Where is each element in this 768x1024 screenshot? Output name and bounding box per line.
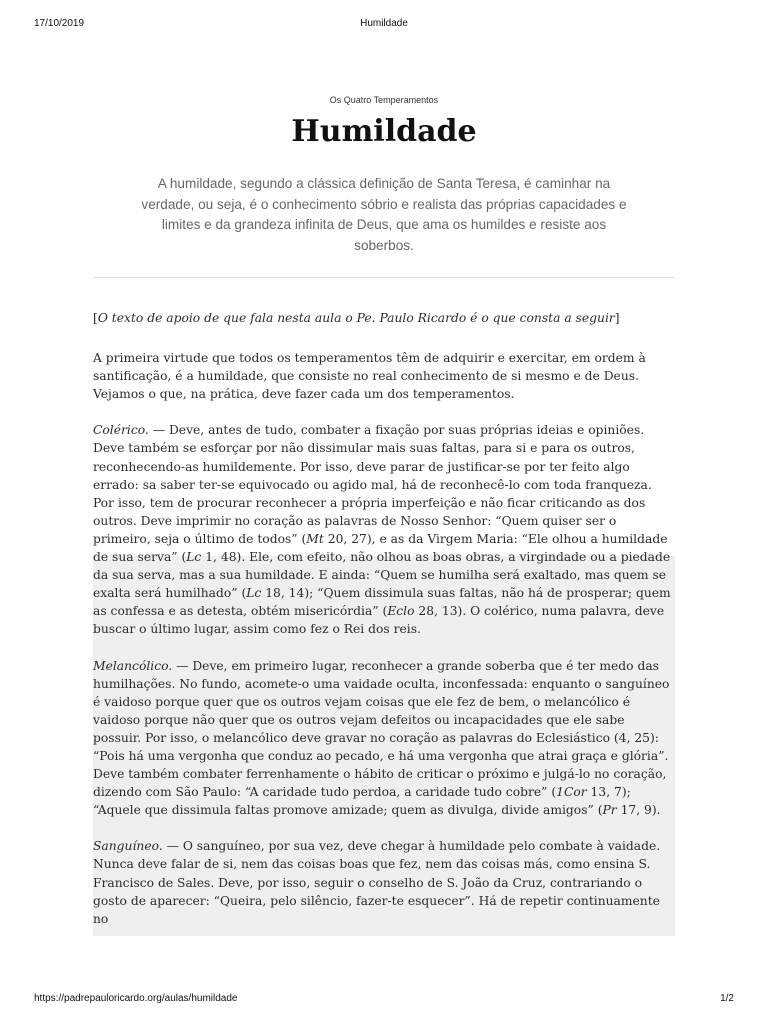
intro-paragraph: A primeira virtude que todos os temperamentos têm de adquirir e exercitar, em ordem à santificação, é a humildade, que consiste no real conhecimento de si mesmo e de Deus. Vejamos o que, na prática, deve fazer cada um dos temperamentos. bbox=[93, 351, 646, 402]
page-title: Humildade bbox=[291, 114, 477, 149]
paragraph-sanguineo: Sanguíneo. — O sanguíneo, por sua vez, deve chegar à humildade pelo combate à vaidade. Nunca deve falar de si, nem das coisas boas que fez, nem das coisas más, como ensina S. Francisco de Sales. Deve, por isso, seguir o conselho de S. João da Cruz, contrariando o gosto de aparecer: “Queira, pelo silêncio, fazer-te esquecer”. Há de repetir continuamente no bbox=[93, 839, 661, 926]
support-note-text: O texto de apoio de que fala nesta aula o Pe. Paulo Ricardo é o que consta a seguir bbox=[97, 311, 615, 325]
scripture-ref: 1Cor bbox=[556, 785, 587, 800]
scripture-ref: Eclo bbox=[387, 604, 415, 619]
article-category[interactable]: Os Quatro Temperamentos bbox=[329, 95, 439, 105]
article-body bbox=[93, 309, 675, 946]
print-date: 17/10/2019 bbox=[34, 18, 85, 29]
scripture-ref: Lc bbox=[246, 586, 262, 601]
scripture-ref: Mt bbox=[306, 531, 324, 546]
temperament-label: Melancólico. bbox=[93, 658, 173, 673]
print-url[interactable]: https://padrepauloricardo.org/aulas/humildade bbox=[34, 993, 238, 1004]
divider bbox=[93, 277, 675, 278]
print-page-number: 1/2 bbox=[720, 993, 734, 1004]
paragraph-melancolico: Melancólico. — Deve, em primeiro lugar, reconhecer a grande soberba que é ter medo das humilhações. No fundo, acomete-o uma vaidade oculta, inconfessada: enquanto o sanguíneo é vaidoso porque quer que os outros vejam coisas que ele fez de bem, o melancólico é vaidoso porque não quer que os outros vejam defeitos ou incapacidades que ele sabe possuir. Por isso, o melancólico deve gravar no coração as palavras do Eclesiástico (4, 25): “Pois há uma vergonha que conduz ao pecado, e há uma vergonha que atrai graça e glória”. Deve também combater ferrenhamente o hábito de criticar o próximo e julgá-lo no coração, dizendo com São Paulo: “A caridade tudo perdoa, a caridade tudo cobre” (1Cor 13, 7); “Aquele que dissimula faltas promove amizade; quem as divulga, divide amigos” (Pr 17, 9). bbox=[93, 658, 670, 818]
temperament-label: Colérico. bbox=[93, 423, 149, 438]
support-note: [O texto de apoio de que fala nesta aula o Pe. Paulo Ricardo é o que consta a seguir] bbox=[93, 311, 620, 325]
temperament-label: Sanguíneo. bbox=[93, 839, 163, 854]
article-lead: A humildade, segundo a clássica definição de Santa Teresa, é caminhar na verdade, ou seja, é o conhecimento sóbrio e realista das próprias capacidades e limites e da grandeza infinita de Deus, que ama os humildes e resiste aos soberbos. bbox=[141, 176, 627, 253]
print-page-title: Humildade bbox=[360, 18, 408, 29]
scripture-ref: Pr bbox=[602, 803, 617, 818]
paragraph-colerico: Colérico. — Deve, antes de tudo, combater a fixação por suas próprias ideias e opiniões. Deve também se esforçar por não dissimular mais suas faltas, para si e para os outros, reconhecendo-as humildemente. Por isso, deve parar de justificar-se por ter feito algo errado: sa saber ter-se equivocado ou agido mal, há de reconhecê-lo com toda franqueza. Por isso, tem de procurar reconhecer a própria imperfeição e não ficar criticando as dos outros. Deve imprimir no coração as palavras de Nosso Senhor: “Quem quiser ser o primeiro, seja o último de todos” (Mt 20, 27), e as da Virgem Maria: “Ele olhou a humildade de sua serva” (Lc 1, 48). Ele, com efeito, não olhou as boas obras, a virgindade ou a piedade da sua serva, mas a sua humildade. E ainda: “Quem se humilha será exaltado, mas quem se exalta será humilhado” (Lc 18, 14); “Quem dissimula suas faltas, não há de prosperar; quem as confessa e as detesta, obtém misericórdia” (Eclo 28, 13). O colérico, numa palavra, deve buscar o último lugar, assim como fez o Rei dos reis. bbox=[93, 423, 671, 637]
scripture-ref: Lc bbox=[186, 550, 202, 565]
